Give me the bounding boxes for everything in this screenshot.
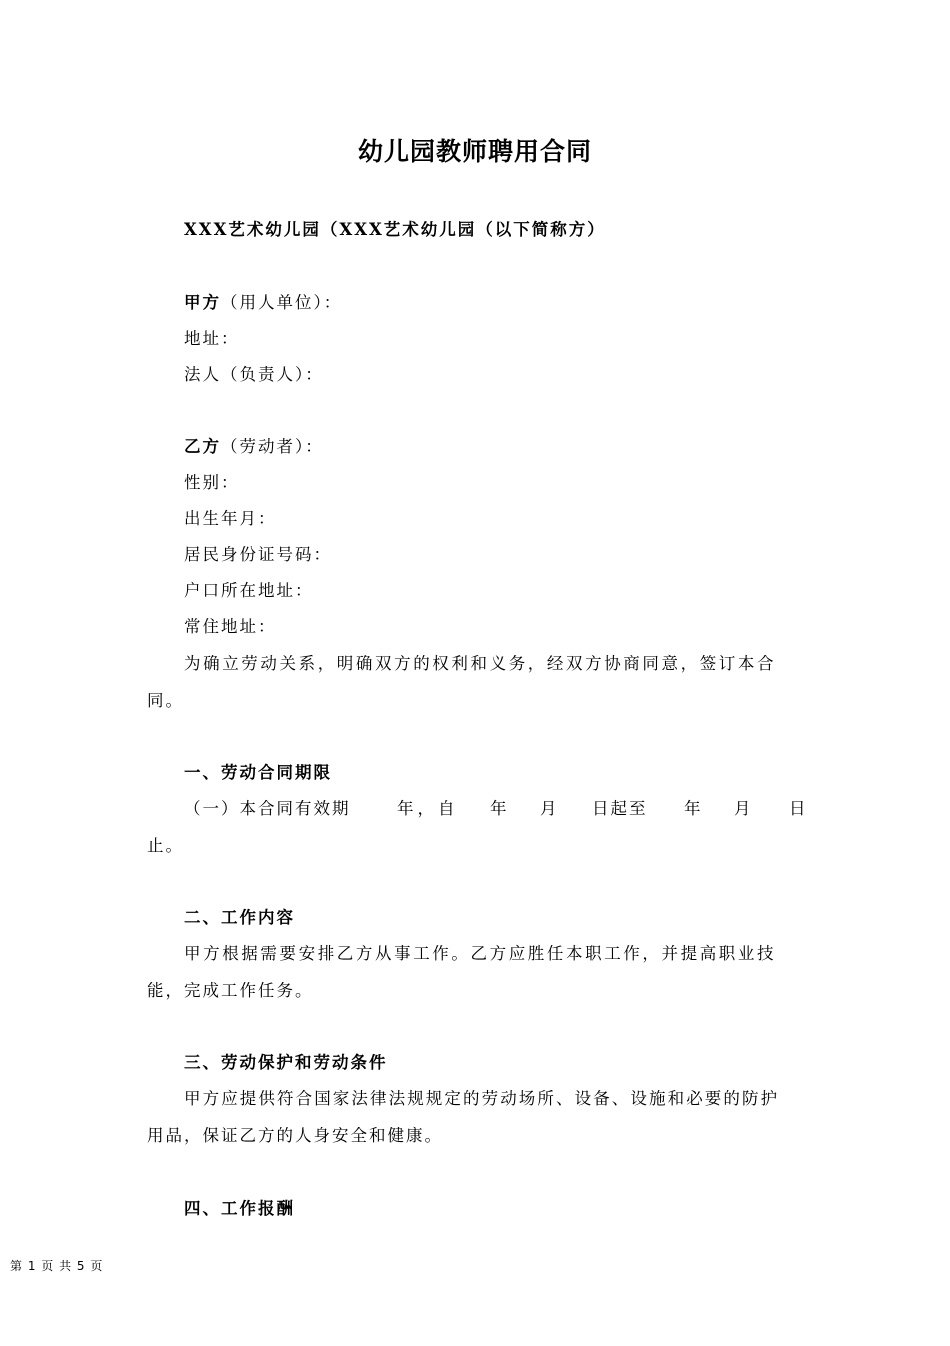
party-b-hukou-address: 户口所在地址：	[184, 581, 314, 600]
section-4-heading: 四、工作报酬	[184, 1199, 295, 1218]
party-b-id-number: 居民身份证号码：	[184, 545, 332, 564]
section-1-line-2: 止。	[147, 836, 184, 855]
party-a-address: 地址：	[184, 329, 240, 348]
party-a-label-suffix: （用人单位）：	[221, 293, 343, 312]
term-day-2: 日	[789, 799, 806, 818]
term-prefix: （一）本合同有效期	[184, 799, 351, 818]
preamble-line-2: 同。	[147, 691, 184, 710]
section-2-line-1: 甲方根据需要安排乙方从事工作。乙方应胜任本职工作，并提高职业技	[184, 944, 777, 963]
section-3-line-2: 用品，保证乙方的人身安全和健康。	[147, 1126, 443, 1145]
party-b-heading	[184, 433, 324, 457]
section-2-line-2: 能，完成工作任务。	[147, 981, 314, 1000]
section-3-heading: 三、劳动保护和劳动条件	[184, 1053, 388, 1072]
party-a-label: 甲方	[184, 293, 221, 312]
preamble-line-1: 为确立劳动关系，明确双方的权利和义务，经双方协商同意，签订本合	[184, 654, 777, 673]
document-title: 幼儿园教师聘用合同	[357, 137, 592, 166]
party-b-gender: 性别：	[184, 473, 240, 492]
party-b-label-suffix: （劳动者）：	[221, 437, 324, 456]
party-a-legal-person: 法人（负责人）：	[184, 365, 324, 384]
term-year-1: 年，自	[397, 799, 459, 818]
term-month-2: 月	[734, 799, 751, 818]
term-month-1: 月	[540, 799, 557, 818]
section-1-heading: 一、劳动合同期限	[184, 763, 332, 782]
term-year-3: 年	[684, 799, 701, 818]
party-b-birth: 出生年月：	[184, 509, 277, 528]
page-footer: 第 1 页 共 5 页	[10, 1259, 104, 1273]
section-2-heading: 二、工作内容	[184, 908, 295, 927]
party-b-label: 乙方	[184, 437, 221, 456]
party-b-residence: 常住地址：	[184, 617, 277, 636]
intro-line: XXX艺术幼儿园（XXX艺术幼儿园（以下简称方）	[184, 220, 606, 239]
term-year-2: 年	[490, 799, 507, 818]
section-3-line-1: 甲方应提供符合国家法律法规规定的劳动场所、设备、设施和必要的防护	[184, 1089, 780, 1108]
term-day-1: 日起至	[592, 799, 648, 818]
party-a-heading	[184, 289, 342, 313]
